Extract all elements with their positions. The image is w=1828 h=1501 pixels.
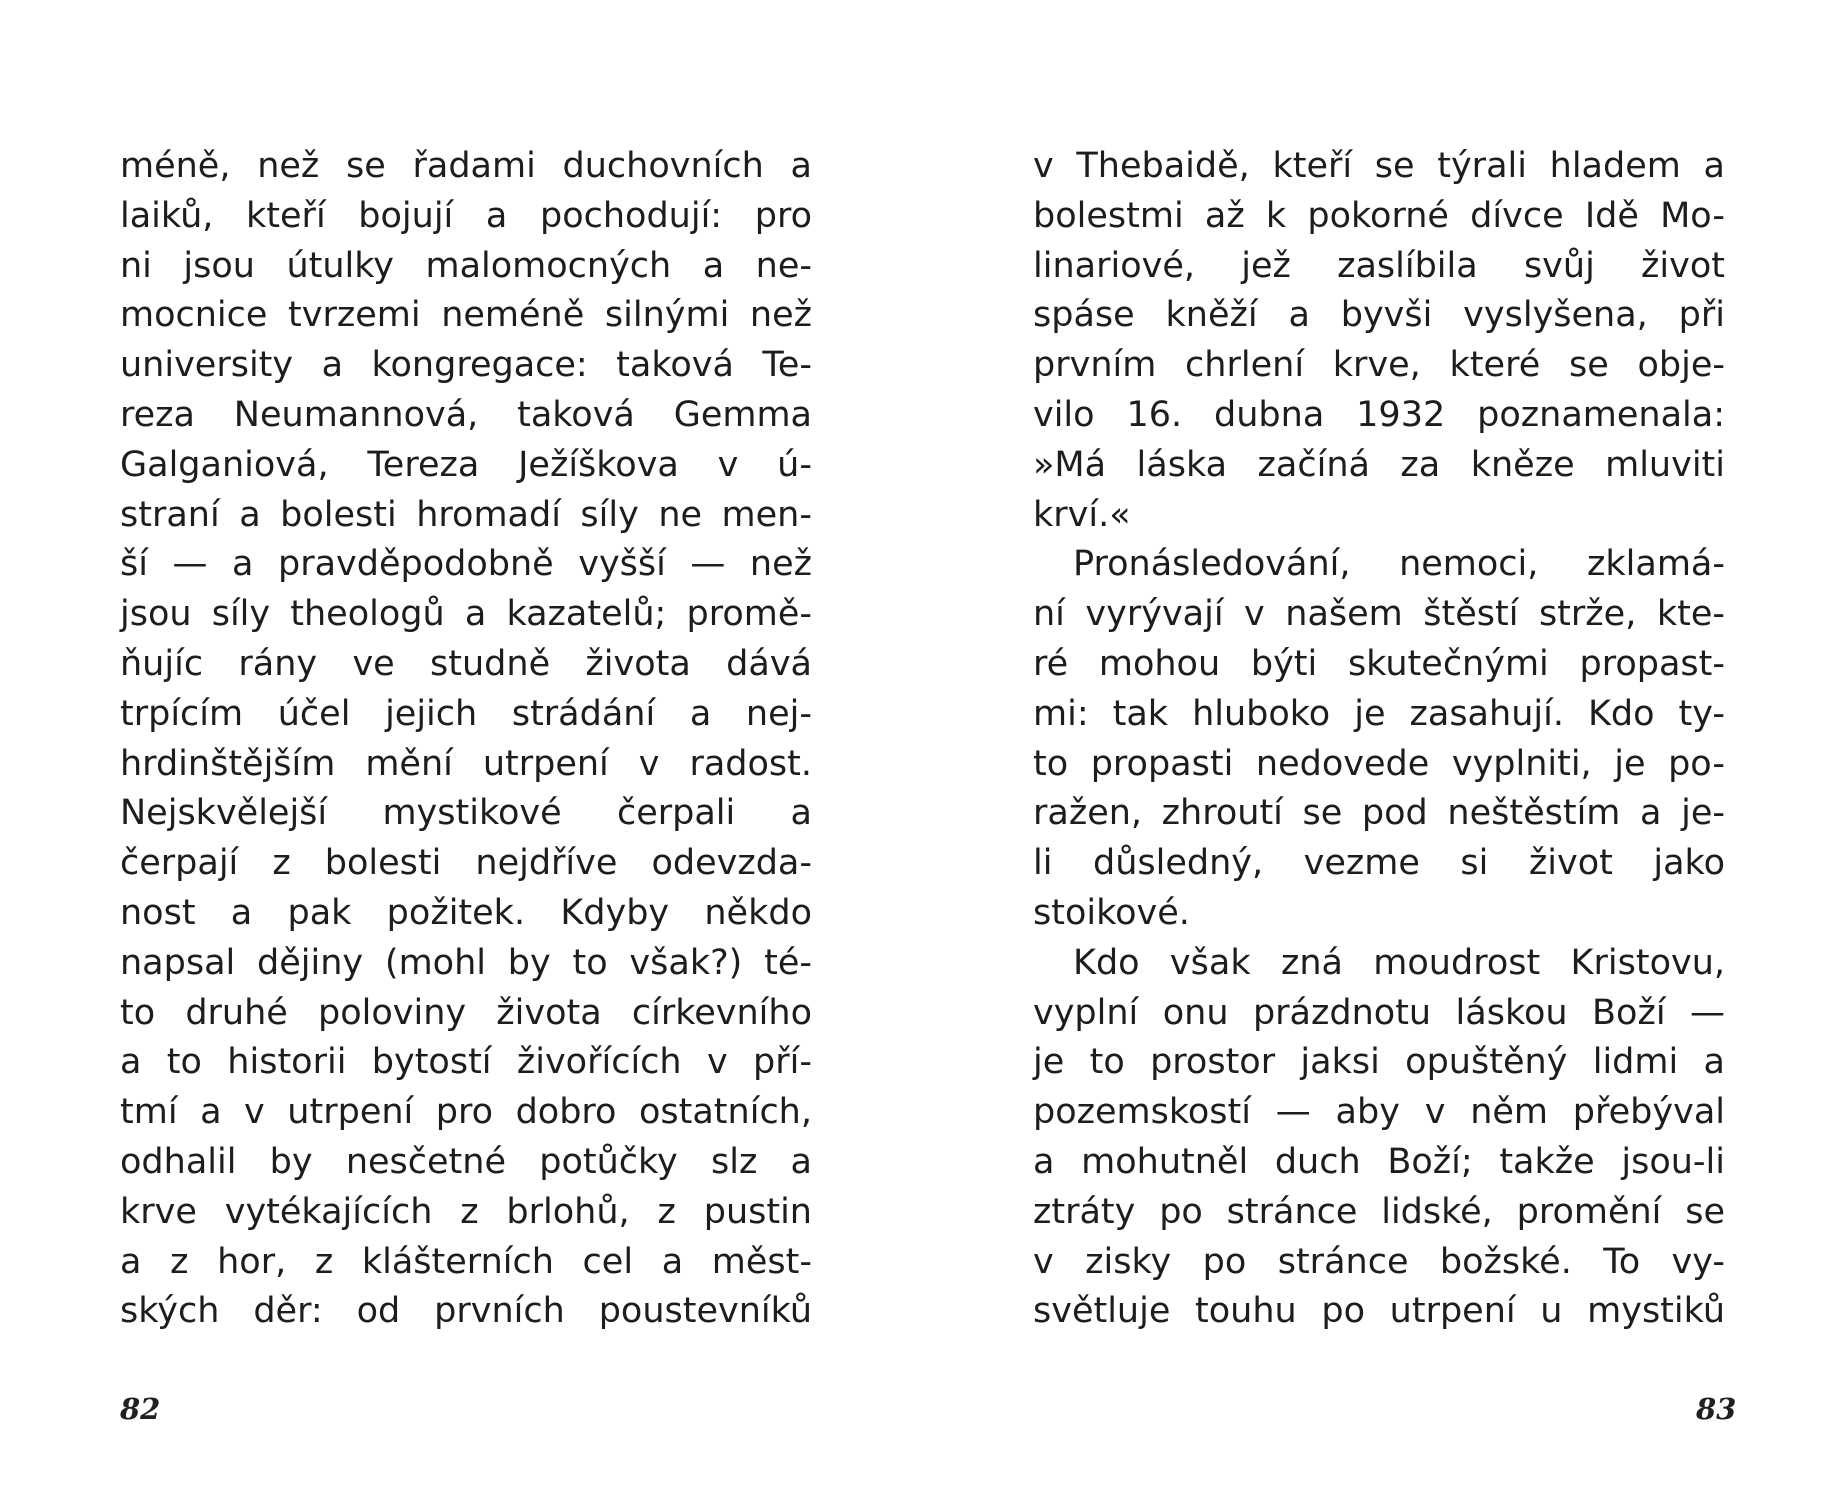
- text-line: je to prostor jaksi opuštěný lidmi a: [1033, 1042, 1725, 1083]
- text-line: a to historii bytostí živořících v pří-: [120, 1042, 812, 1083]
- left-page-text: [120, 142, 812, 1337]
- text-line: bolestmi až k pokorné dívce Idě Mo-: [1033, 195, 1725, 236]
- text-line: vyplní onu prázdnotu láskou Boží —: [1033, 992, 1725, 1033]
- text-line: reza Neumannová, taková Gemma: [120, 394, 812, 435]
- text-line: ských děr: od prvních poustevníků: [120, 1291, 812, 1332]
- right-page-number: 83: [1696, 1392, 1737, 1426]
- text-line: odhalil by nesčetné potůčky slz a: [120, 1141, 812, 1182]
- text-line: ražen, zhroutí se pod neštěstím a je-: [1033, 793, 1725, 834]
- text-line: tmí a v utrpení pro dobro ostatních,: [120, 1092, 812, 1133]
- text-line: napsal dějiny (mohl by to však?) té-: [120, 942, 812, 983]
- text-line: university a kongregace: taková Te-: [120, 345, 812, 386]
- text-line: to druhé poloviny života církevního: [120, 992, 812, 1033]
- text-line: světluje touhu po utrpení u mystiků: [1033, 1291, 1725, 1332]
- text-line: spáse kněží a byvši vyslyšena, při: [1033, 295, 1725, 336]
- text-line: pozemskostí — aby v něm přebýval: [1033, 1092, 1725, 1133]
- text-line: hrdinštějším mění utrpení v radost.: [120, 743, 812, 784]
- text-line: mi: tak hluboko je zasahují. Kdo ty-: [1033, 693, 1725, 734]
- text-line: Nejskvělejší mystikové čerpali a: [120, 793, 812, 834]
- text-line: čerpají z bolesti nejdříve odevzda-: [120, 843, 812, 884]
- text-line: to propasti nedovede vyplniti, je po-: [1033, 743, 1725, 784]
- text-line: trpícím účel jejich strádání a nej-: [120, 693, 812, 734]
- text-line: ztráty po stránce lidské, promění se: [1033, 1191, 1725, 1232]
- paragraph-start-line: Kdo však zná moudrost Kristovu,: [1073, 942, 1725, 983]
- paragraph-start-line: Pronásledování, nemoci, zklamá-: [1073, 544, 1725, 585]
- text-line: ni jsou útulky malomocných a ne-: [120, 245, 812, 286]
- text-line: ňujíc rány ve studně života dává: [120, 643, 812, 684]
- text-line: a mohutněl duch Boží; takže jsou-li: [1033, 1141, 1725, 1182]
- text-line: jsou síly theologů a kazatelů; promě-: [120, 594, 812, 635]
- text-line: ré mohou býti skutečnými propast-: [1033, 643, 1725, 684]
- text-line: »Má láska začíná za kněze mluviti: [1033, 444, 1725, 485]
- text-line: v zisky po stránce božské. To vy-: [1033, 1241, 1725, 1282]
- right-page-text: [1033, 142, 1725, 1337]
- text-line: v Thebaidě, kteří se týrali hladem a: [1033, 146, 1725, 186]
- left-page-number: 82: [120, 1392, 161, 1426]
- text-line: laiků, kteří bojují a pochodují: pro: [120, 195, 812, 236]
- text-line: li důsledný, vezme si život jako: [1033, 843, 1725, 884]
- text-line: ní vyrývají v našem štěstí strže, kte-: [1033, 594, 1725, 635]
- text-line: stoikové.: [1033, 892, 1190, 933]
- text-line: méně, než se řadami duchovních a: [120, 146, 812, 186]
- text-line: vilo 16. dubna 1932 poznamenala:: [1033, 394, 1725, 435]
- text-line: krví.«: [1033, 494, 1131, 535]
- text-line: Galganiová, Tereza Ježíškova v ú-: [120, 444, 812, 485]
- text-line: krve vytékajících z brlohů, z pustin: [120, 1191, 812, 1232]
- text-line: prvním chrlení krve, které se obje-: [1033, 345, 1725, 386]
- text-line: straní a bolesti hromadí síly ne men-: [120, 494, 812, 535]
- text-line: nost a pak požitek. Kdyby někdo: [120, 892, 812, 933]
- text-line: mocnice tvrzemi neméně silnými než: [120, 295, 812, 336]
- text-line: a z hor, z klášterních cel a měst-: [120, 1241, 812, 1282]
- text-line: linariové, jež zaslíbila svůj život: [1033, 245, 1725, 286]
- text-line: ší — a pravděpodobně vyšší — než: [120, 544, 812, 585]
